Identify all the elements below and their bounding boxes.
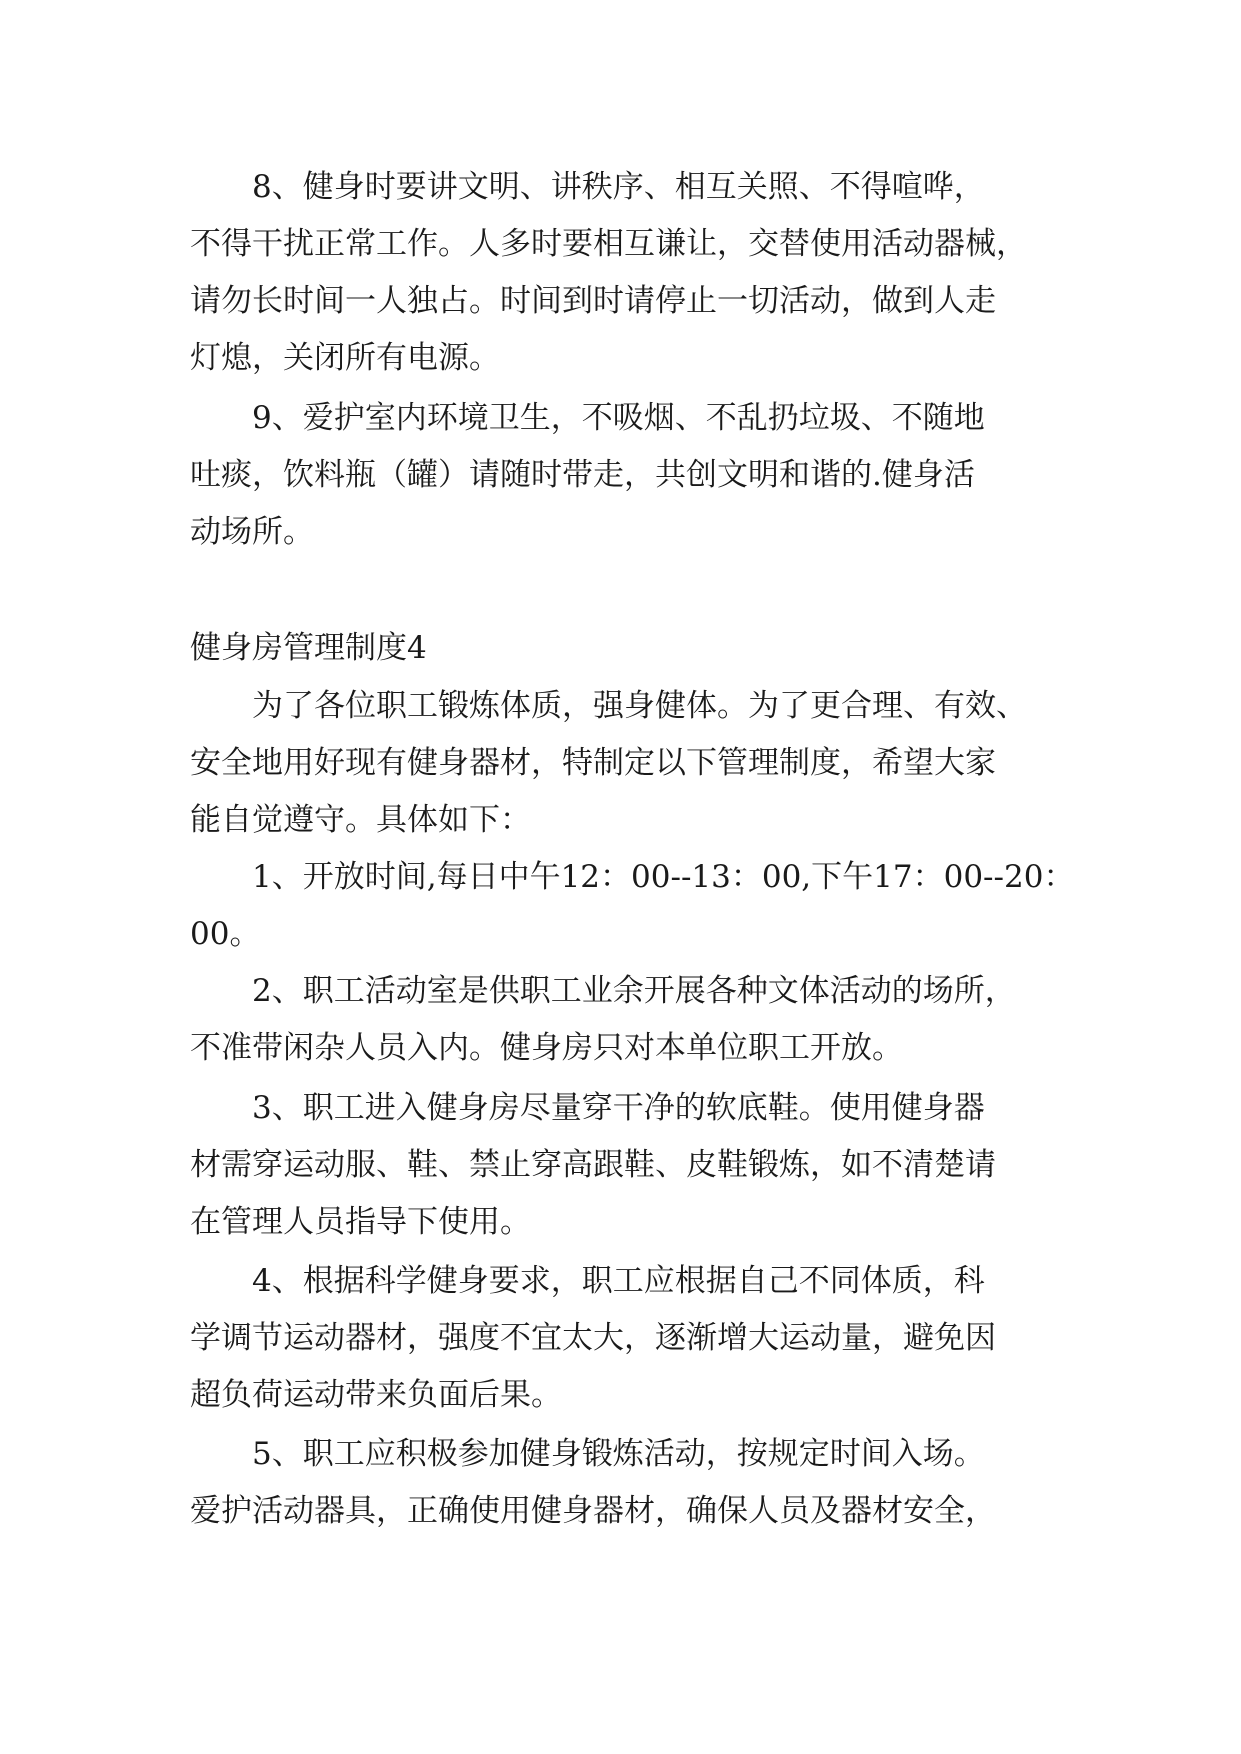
- section-title: 健身房管理制度4: [190, 630, 427, 666]
- paragraph-line: 3、职工进入健身房尽量穿干净的软底鞋。使用健身器: [252, 1090, 985, 1126]
- paragraph-line: 不得干扰正常工作。人多时要相互谦让，交替使用活动器械，: [190, 226, 1027, 262]
- paragraph-line: 8、健身时要讲文明、讲秩序、相互关照、不得喧哗，: [252, 169, 985, 205]
- paragraph-line: 9、爱护室内环境卫生，不吸烟、不乱扔垃圾、不随地: [252, 400, 985, 436]
- paragraph-line: 吐痰，饮料瓶（罐）请随时带走，共创文明和谐的.健身活: [190, 457, 975, 493]
- paragraph-line: 请勿长时间一人独占。时间到时请停止一切活动，做到人走: [190, 283, 996, 319]
- paragraph-line: 灯熄，关闭所有电源。: [190, 340, 500, 376]
- paragraph-line: 材需穿运动服、鞋、禁止穿高跟鞋、皮鞋锻炼，如不清楚请: [190, 1147, 996, 1183]
- paragraph-line: 1、开放时间,每日中午12：00--13：00,下午17：00--20：: [252, 859, 1075, 895]
- paragraph-line: 00。: [190, 916, 261, 952]
- paragraph-line: 超负荷运动带来负面后果。: [190, 1377, 562, 1413]
- paragraph-line: 学调节运动器材，强度不宜太大，逐渐增大运动量，避免因: [190, 1320, 996, 1356]
- paragraph-line: 5、职工应积极参加健身锻炼活动，按规定时间入场。: [252, 1436, 985, 1472]
- paragraph-line: 4、根据科学健身要求，职工应根据自己不同体质，科: [252, 1263, 985, 1299]
- paragraph-line: 能自觉遵守。具体如下：: [190, 802, 531, 838]
- paragraph-line: 在管理人员指导下使用。: [190, 1204, 531, 1240]
- paragraph-line: 为了各位职工锻炼体质，强身健体。为了更合理、有效、: [252, 688, 1027, 724]
- paragraph-line: 不准带闲杂人员入内。健身房只对本单位职工开放。: [190, 1030, 903, 1066]
- paragraph-line: 安全地用好现有健身器材，特制定以下管理制度，希望大家: [190, 745, 996, 781]
- paragraph-line: 2、职工活动室是供职工业余开展各种文体活动的场所，: [252, 973, 1016, 1009]
- paragraph-line: 爱护活动器具，正确使用健身器材，确保人员及器材安全，: [190, 1493, 996, 1529]
- paragraph-line: 动场所。: [190, 514, 314, 550]
